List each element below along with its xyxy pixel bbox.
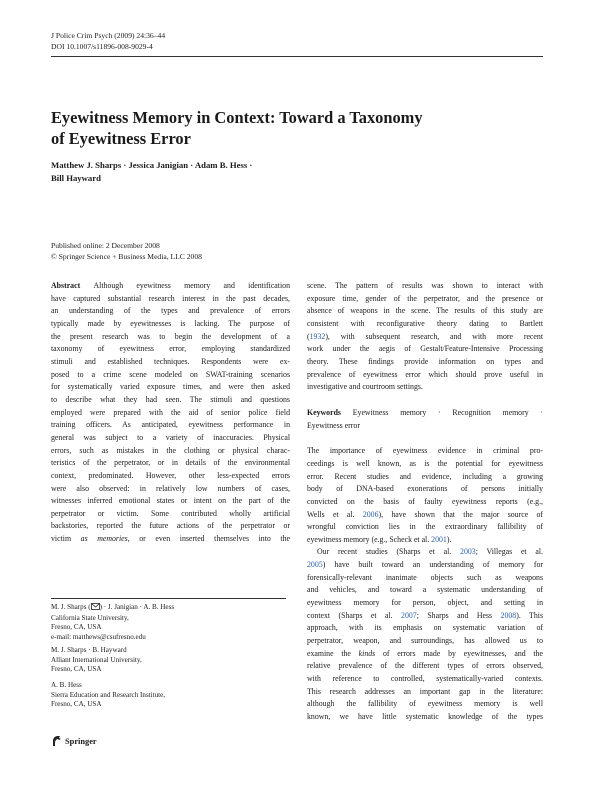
abstract-line: backstories, reported the future actions of the perpetrator or <box>51 521 290 531</box>
article-title <box>51 108 521 149</box>
abstract-line: taxonomy of eyewitness error, employing standardized <box>51 344 290 354</box>
citation-link[interactable]: 2003 <box>460 547 476 557</box>
abstract-line: theory. These findings provide information on types and <box>307 356 543 366</box>
citation-link[interactable]: 2005 <box>307 560 323 570</box>
body-line: Wells et al. 2006), have shown that the major source of <box>307 509 543 519</box>
affiliation-line: M. J. Sharps · B. Hayward <box>51 646 127 654</box>
abstract-line: employed were prepared with the aid of senior police field <box>51 407 290 417</box>
body-line: perpetrator, weapon, and surroundings, has allowed us to <box>307 636 543 646</box>
title-line: Eyewitness Memory in Context: Toward a Taxonomy <box>51 108 423 127</box>
springer-horse-icon <box>51 735 62 747</box>
abstract-line: were also observed: in relatively low numbers of cases, <box>51 483 290 493</box>
affiliation-line: California State University, <box>51 613 129 622</box>
abstract-line: errors, such as mistakes in the clothing or physical charac- <box>51 445 290 455</box>
author-line: Bill Hayward <box>51 172 101 183</box>
body-line: examine the kinds of errors made by eyewitnesses, and the <box>307 648 544 658</box>
abstract-line: exposure time, gender of the perpetrator, and the presence or <box>307 293 543 303</box>
abstract-line: teristics of the perpetrator, or in details of the environmental <box>51 458 290 468</box>
email-link[interactable]: e-mail: matthews@csufresno.edu <box>51 633 146 642</box>
title-line: of Eyewitness Error <box>51 128 191 148</box>
publication-info <box>51 241 202 262</box>
affiliation-block <box>51 681 165 710</box>
abstract-line: prevalence of eyewitness error which should prove useful in <box>307 369 543 379</box>
affiliation-line: A. B. Hess <box>51 681 82 689</box>
affiliation-line: Fresno, CA, USA <box>51 623 102 632</box>
keywords-label: Keywords <box>307 407 341 417</box>
abstract-line: absence of weapons in the scene. The results of this study are <box>307 306 543 316</box>
abstract-line: investigative and courtroom settings. <box>307 382 423 392</box>
affiliation-line: Fresno, CA, USA <box>51 665 102 674</box>
body-line: forensically-relevant inanimate objects such as weapons <box>307 572 543 582</box>
body-line: context (Sharps et al. 2007; Sharps and Hess 2008). This <box>307 610 544 620</box>
abstract-line: perpetrator or victim. Some contributed wholly artificial <box>51 508 290 518</box>
body-line: eyewitness memory for person, object, and setting in <box>307 598 543 608</box>
copyright: © Springer Science + Business Media, LLC 2008 <box>51 251 202 261</box>
envelope-icon <box>91 603 100 614</box>
abstract-line: for systematically varied exposure times, and were then asked <box>51 382 290 392</box>
right-column <box>307 280 543 724</box>
abstract-label: Abstract <box>51 281 81 290</box>
footnote-rule <box>51 598 286 599</box>
abstract-line: context, predominated. However, other less-expected errors <box>51 470 290 480</box>
body-line: with reference to controlled, systematically-varied contexts. <box>307 674 543 684</box>
citation-link[interactable]: 1932 <box>309 331 326 341</box>
keywords-line: Eyewitness error <box>307 420 360 430</box>
body-line: error. Recent studies and evidence, including a growing <box>307 471 543 481</box>
citation-link[interactable]: 2007 <box>401 610 417 620</box>
header-rule <box>51 56 543 57</box>
affiliation-block <box>51 646 142 675</box>
abstract-line: scene. The pattern of results was shown to interact with <box>307 281 543 290</box>
keywords-line: Keywords Eyewitness memory · Recognition memory · <box>307 407 543 417</box>
affiliation-line: M. J. Sharps ( ) · J. Janigian · A. B. Hess <box>51 603 174 614</box>
body-line: relative prevalence of the different types of errors observed, <box>307 661 543 671</box>
body-line: although the fallibility of eyewitness memory is well <box>307 699 543 709</box>
abstract-line: witnesses inferred emotional states or intent on the part of the <box>51 496 290 506</box>
abstract-line: work under the aegis of Gestalt/Feature-Intensive Processing <box>307 344 543 354</box>
abstract-line: training officers. As anticipated, eyewitness performance in <box>51 420 290 430</box>
abstract-line: have captured substantial research interest in the past decades, <box>51 293 290 303</box>
affiliation-line: Sierra Education and Research Institute, <box>51 690 166 699</box>
body-line: convicted on the basis of faulty eyewitness reports (e.g., <box>307 496 543 506</box>
body-line: eyewitness memory (e.g., Scheck et al. 2001). <box>307 534 452 544</box>
citation-link[interactable]: 2001 <box>431 534 447 544</box>
abstract-line: typically made by eyewitnesses is lacking. The purpose of <box>51 318 290 328</box>
abstract <box>51 280 290 546</box>
body-line: Our recent studies (Sharps et al. 2003; Villegas et al. <box>317 547 543 557</box>
abstract-line: an understanding of the types and prevalence of errors <box>51 306 290 316</box>
affiliation-line: Fresno, CA, USA <box>51 700 102 709</box>
abstract-line: Abstract Although eyewitness memory and identification <box>51 281 290 290</box>
abstract-line: the present research was to begin the development of a <box>51 331 290 341</box>
abstract-line: general was subject to a variety of inaccuracies. Physical <box>51 432 290 442</box>
publisher-logo <box>51 735 97 747</box>
body-line: ceedings is well known, as is the potential for eyewitness <box>307 458 543 468</box>
journal-citation: J Police Crim Psych (2009) 24:36–44 <box>51 31 166 40</box>
body-line: approach, with its emphasis on systematic variation of <box>307 623 543 633</box>
body-line: 2005) have built toward an understanding of memory for <box>307 560 543 570</box>
abstract-line: consistent with reconfigurative theory dating to Bartlett <box>307 318 543 328</box>
body-line: body of DNA-based exonerations of persons initially <box>307 484 543 494</box>
body-line: This research addresses an important gap in the literature: <box>307 686 543 696</box>
abstract-line: posed to a crime scene modeled on SWAT-training scenarios <box>51 369 290 379</box>
abstract-line: stimuli and established techniques. Respondents were ex- <box>51 356 290 366</box>
citation-link[interactable]: 2008 <box>500 610 517 620</box>
body-line: wrongful conviction lies in the extraordinary fallibility of <box>307 522 543 532</box>
abstract-line: to describe what they had seen. The stimuli and questions <box>51 394 290 404</box>
author-list <box>51 159 351 184</box>
body-line: known, we have little systematic knowledge of the types <box>307 712 543 721</box>
doi: DOI 10.1007/s11896-008-9029-4 <box>51 41 153 51</box>
body-line: The importance of eyewitness evidence in criminal pro- <box>307 446 543 456</box>
publisher-name: Springer <box>65 736 97 746</box>
citation-link[interactable]: 2006 <box>362 509 379 519</box>
body-line: and vehicles, and toward a systematic understanding of <box>307 585 543 595</box>
affiliation-block <box>51 603 174 643</box>
affiliation-line: Alliant International University, <box>51 655 142 664</box>
author-line: Matthew J. Sharps · Jessica Janigian · Adam B. Hess · <box>51 160 253 170</box>
published-date: Published online: 2 December 2008 <box>51 241 160 250</box>
abstract-line: (1932), with subsequent research, and with more recent <box>307 331 543 341</box>
abstract-line: victim as memories, or even inserted themselves into the <box>51 534 290 544</box>
